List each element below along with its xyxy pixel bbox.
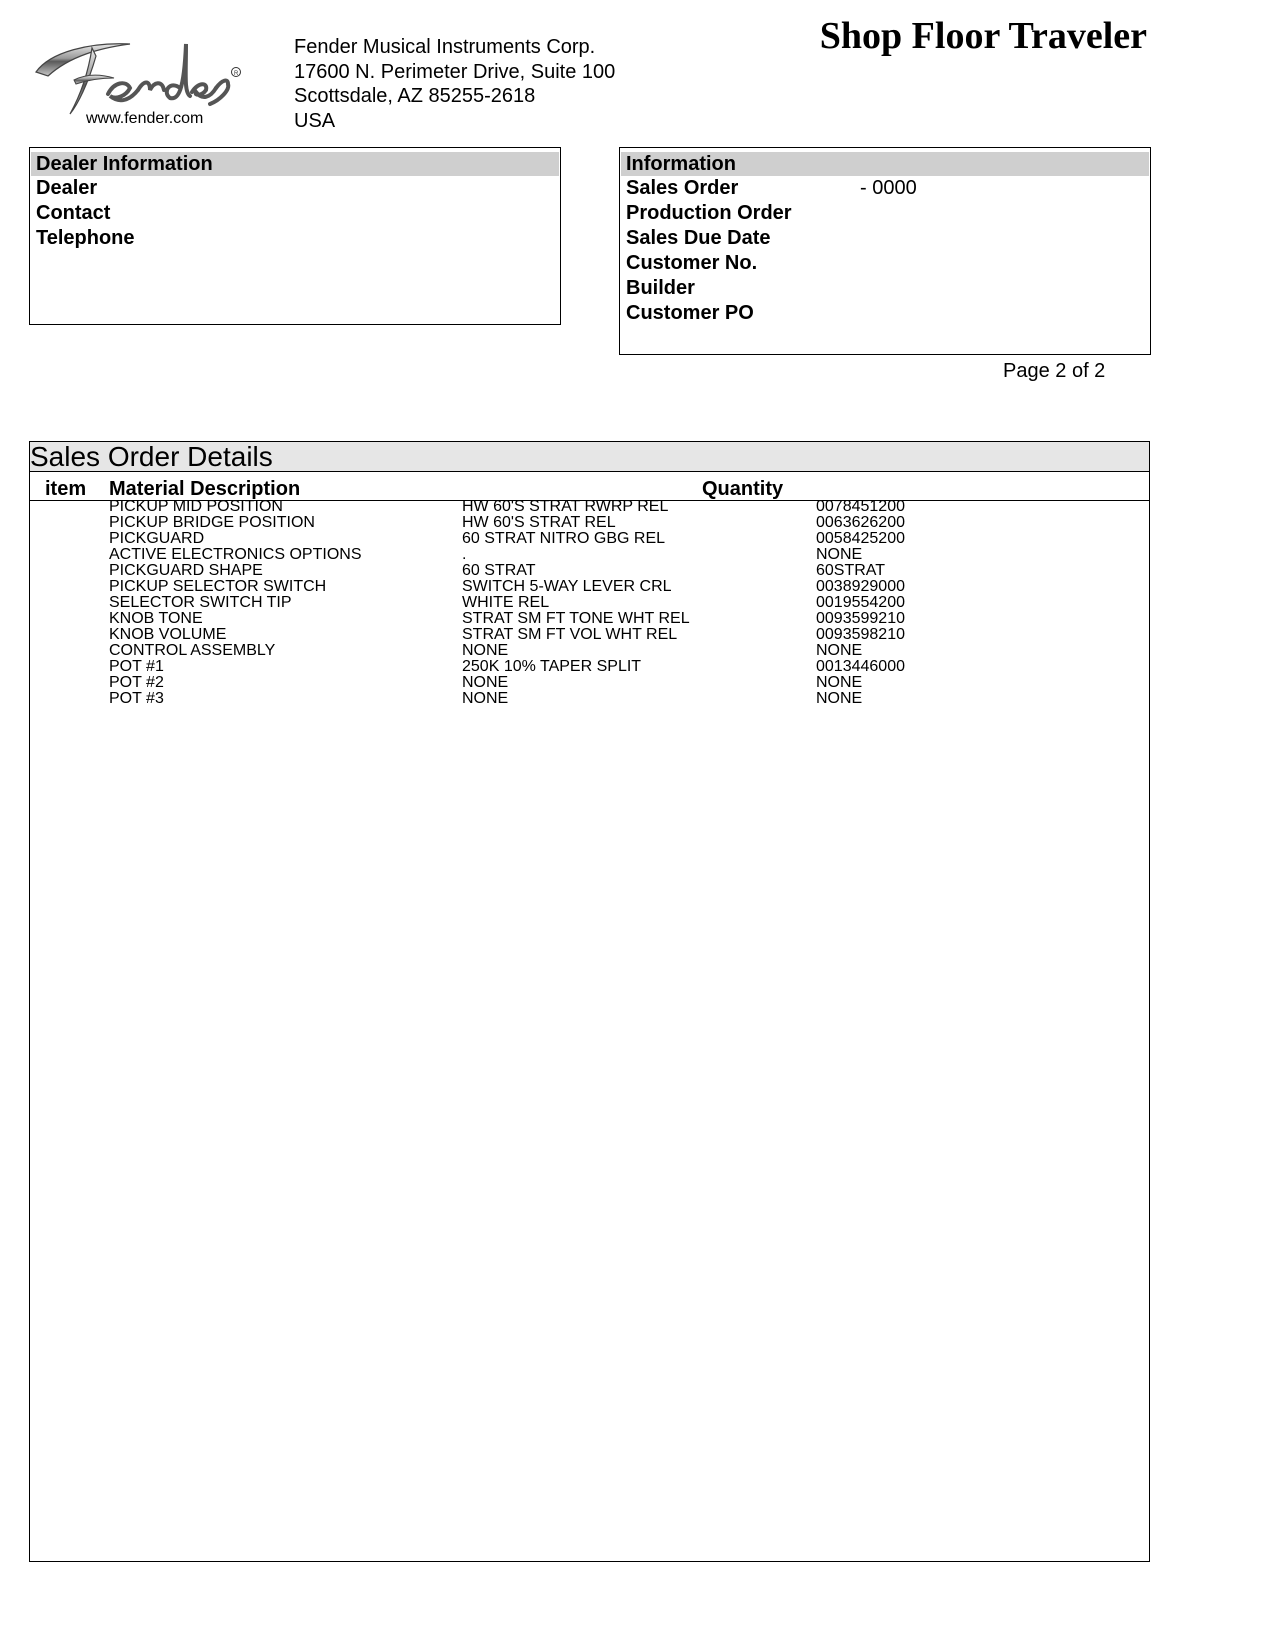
row-value: WHITE REL	[462, 594, 550, 611]
field-label: Customer No.	[626, 252, 758, 274]
address-line: USA	[294, 109, 336, 132]
row-description: CONTROL ASSEMBLY	[109, 642, 276, 659]
row-value: STRAT SM FT TONE WHT REL	[462, 610, 690, 627]
dealer-field	[30, 176, 560, 201]
table-row	[30, 691, 1149, 707]
field-label: Dealer	[36, 177, 98, 199]
svg-text:R: R	[234, 71, 239, 77]
company-address	[294, 35, 615, 133]
row-value: HW 60'S STRAT REL	[462, 514, 616, 531]
row-code: NONE	[816, 642, 863, 659]
row-value: NONE	[462, 674, 509, 691]
order-information-box	[619, 147, 1151, 355]
contact-field	[30, 201, 560, 226]
table-row	[30, 643, 1149, 659]
table-row	[30, 595, 1149, 611]
row-description: PICKUP BRIDGE POSITION	[109, 514, 315, 531]
table-row	[30, 579, 1149, 595]
telephone-field	[30, 226, 560, 251]
row-code: 60STRAT	[816, 562, 886, 579]
address-line: Fender Musical Instruments Corp.	[294, 36, 596, 58]
field-label: Sales Order	[626, 177, 739, 199]
column-header-description: Material Description	[109, 478, 301, 500]
row-code: 0038929000	[816, 578, 905, 595]
sales-order-details	[29, 441, 1150, 1562]
sales-due-date-field	[620, 226, 1150, 251]
field-label: Sales Due Date	[626, 227, 771, 249]
row-code: 0093599210	[816, 610, 905, 627]
row-value: SWITCH 5-WAY LEVER CRL	[462, 578, 672, 595]
website-link: www.fender.com	[86, 110, 204, 127]
row-description: KNOB TONE	[109, 610, 203, 627]
row-description: PICKGUARD SHAPE	[109, 562, 263, 579]
table-row	[30, 675, 1149, 691]
table-row	[30, 611, 1149, 627]
row-value: NONE	[462, 690, 509, 707]
row-description: PICKGUARD	[109, 530, 205, 547]
field-label: Telephone	[36, 227, 135, 249]
row-code: NONE	[816, 674, 863, 691]
row-code: 0063626200	[816, 514, 905, 531]
row-description: KNOB VOLUME	[109, 626, 227, 643]
customer-no-field	[620, 251, 1150, 276]
dealer-information-box	[29, 147, 561, 325]
table-row	[30, 531, 1149, 547]
row-code: 0013446000	[816, 658, 905, 675]
row-value: HW 60'S STRAT RWRP REL	[462, 498, 669, 515]
row-code: 0078451200	[816, 498, 905, 515]
row-value: 60 STRAT NITRO GBG REL	[462, 530, 666, 547]
details-table-header	[30, 472, 1149, 501]
row-value: .	[462, 546, 467, 563]
customer-po-field	[620, 301, 1150, 326]
table-row	[30, 627, 1149, 643]
page-number: Page 2 of 2	[1003, 360, 1106, 382]
column-header-item: item	[45, 478, 87, 500]
row-value: STRAT SM FT VOL WHT REL	[462, 626, 678, 643]
row-description: ACTIVE ELECTRONICS OPTIONS	[109, 546, 362, 563]
builder-field	[620, 276, 1150, 301]
information-heading: Information	[621, 152, 1149, 176]
field-value: - 0000	[860, 177, 917, 199]
row-description: PICKUP MID POSITION	[109, 498, 283, 515]
table-row	[30, 547, 1149, 563]
row-value: NONE	[462, 642, 509, 659]
field-label: Contact	[36, 202, 111, 224]
row-description: PICKUP SELECTOR SWITCH	[109, 578, 327, 595]
row-description: POT #2	[109, 674, 164, 691]
field-label: Production Order	[626, 202, 792, 224]
sales-order-details-title: Sales Order Details	[30, 442, 1149, 472]
row-description: SELECTOR SWITCH TIP	[109, 594, 292, 611]
row-code: NONE	[816, 690, 863, 707]
table-row	[30, 499, 1149, 515]
row-value: 60 STRAT	[462, 562, 536, 579]
address-line: Scottsdale, AZ 85255-2618	[294, 85, 536, 107]
row-description: POT #1	[109, 658, 164, 675]
table-row	[30, 563, 1149, 579]
row-code: 0058425200	[816, 530, 905, 547]
sales-order-field	[620, 176, 1150, 201]
column-header-quantity: Quantity	[702, 478, 784, 500]
address-line: 17600 N. Perimeter Drive, Suite 100	[294, 60, 616, 83]
table-row	[30, 659, 1149, 675]
table-row	[30, 515, 1149, 531]
production-order-field	[620, 201, 1150, 226]
row-code: 0093598210	[816, 626, 905, 643]
page-title: Shop Floor Traveler	[819, 15, 1147, 57]
row-description: POT #3	[109, 690, 164, 707]
field-label: Customer PO	[626, 302, 754, 324]
row-code: NONE	[816, 546, 863, 563]
row-value: 250K 10% TAPER SPLIT	[462, 658, 642, 675]
field-label: Builder	[626, 277, 695, 299]
row-code: 0019554200	[816, 594, 905, 611]
dealer-information-heading: Dealer Information	[31, 152, 559, 176]
